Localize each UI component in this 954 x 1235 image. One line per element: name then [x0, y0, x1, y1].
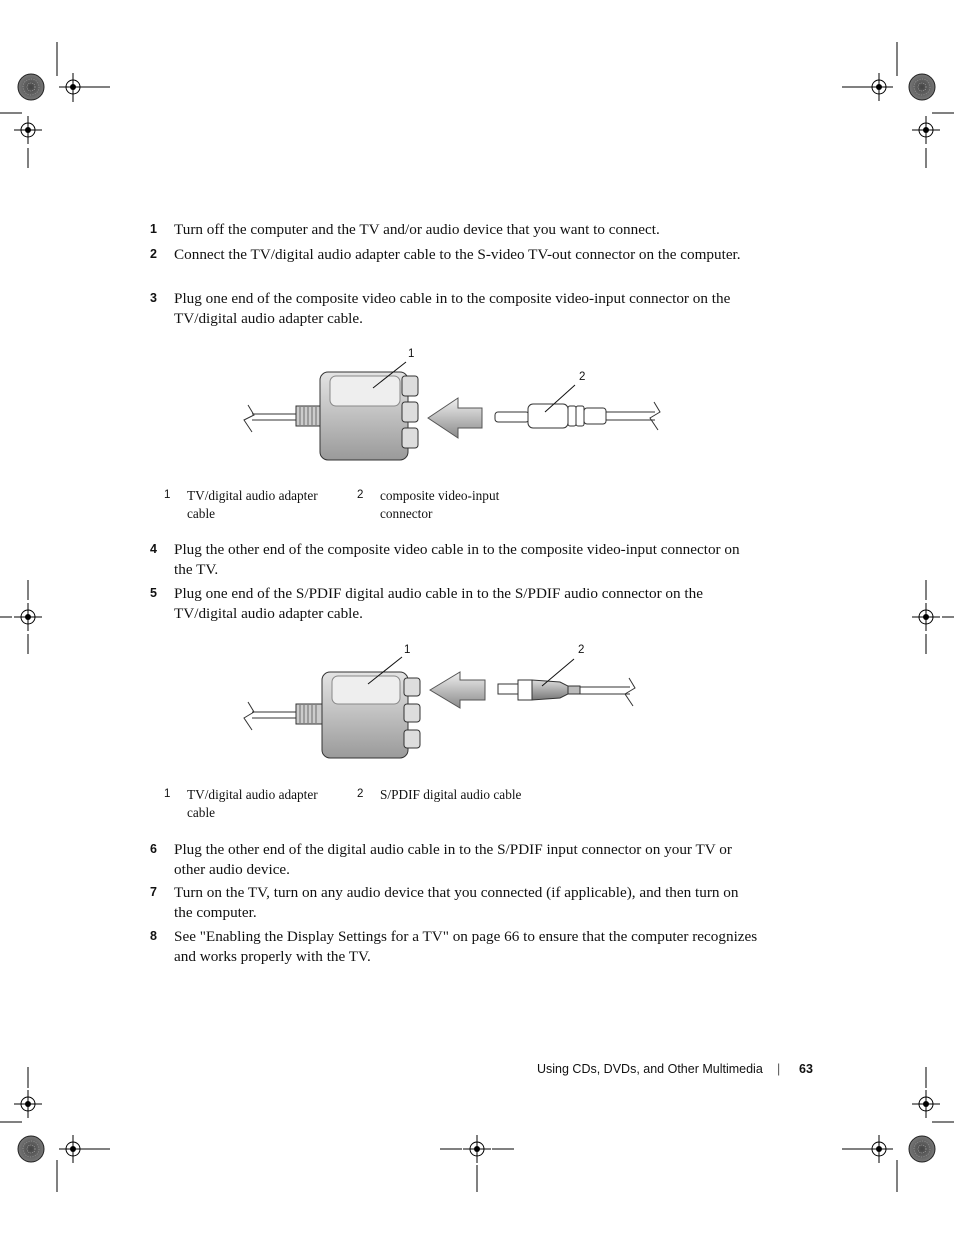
- step-number: 4: [150, 542, 157, 556]
- arrow-icon: [428, 398, 482, 438]
- adapter-cable: [244, 672, 420, 758]
- step-number: 7: [150, 885, 157, 899]
- step-7: [150, 883, 760, 922]
- legend-number: 2: [357, 489, 364, 501]
- legend-number: 2: [357, 788, 364, 800]
- arrow-icon: [430, 672, 485, 708]
- callout-2: 2: [578, 644, 585, 656]
- step-text: Plug one end of the S/PDIF digital audio cable in to the S/PDIF audio connector on the TV/digital audio adapter cable.: [174, 585, 703, 622]
- step-text: See "Enabling the Display Settings for a TV" on page 66 to ensure that the computer recognizes and works properly with the TV.: [174, 928, 758, 965]
- footer-separator: |: [777, 1062, 781, 1076]
- step-number: 2: [150, 247, 157, 261]
- composite-plug: [495, 402, 660, 430]
- step-number: 3: [150, 291, 157, 305]
- legend-text: S/PDIF digital audio cable: [380, 787, 522, 802]
- step-5: [150, 584, 760, 623]
- legend-text: composite video-input connector: [380, 488, 500, 521]
- step-8: [150, 927, 760, 966]
- footer-section-title: Using CDs, DVDs, and Other Multimedia: [537, 1062, 763, 1076]
- step-text: Turn on the TV, turn on any audio device that you connected (if applicable), and then turn on the computer.: [174, 884, 739, 921]
- step-text: Turn off the computer and the TV and/or audio device that you want to connect.: [174, 221, 660, 238]
- step-2: [150, 245, 760, 265]
- adapter-cable: [244, 372, 418, 460]
- step-4: [150, 540, 760, 579]
- step-1: [150, 220, 760, 240]
- step-number: 6: [150, 842, 157, 856]
- callout-2: 2: [579, 371, 586, 383]
- legend-number: 1: [164, 788, 171, 800]
- legend-text: TV/digital audio adapter cable: [187, 787, 318, 820]
- step-number: 5: [150, 586, 157, 600]
- callout-1: 1: [408, 348, 415, 360]
- step-number: 8: [150, 929, 157, 943]
- step-text: Plug the other end of the digital audio cable in to the S/PDIF input connector on your TV or other audio device.: [174, 841, 732, 878]
- figure-composite-video-connection: [230, 340, 680, 480]
- figure-spdif-connection: [230, 640, 680, 770]
- step-text: Plug one end of the composite video cable in to the composite video-input connector on the TV/digital audio adapter cable.: [174, 290, 731, 327]
- page-number: 63: [799, 1062, 813, 1076]
- callout-1: 1: [404, 644, 411, 656]
- step-6: [150, 840, 760, 879]
- legend-text: TV/digital audio adapter cable: [187, 488, 318, 521]
- step-text: Plug the other end of the composite video cable in to the composite video-input connector on the TV.: [174, 541, 740, 578]
- step-3: [150, 289, 760, 328]
- legend-number: 1: [164, 489, 171, 501]
- step-number: 1: [150, 222, 157, 236]
- step-text: Connect the TV/digital audio adapter cable to the S-video TV-out connector on the computer.: [174, 246, 741, 263]
- spdif-plug: [498, 678, 635, 706]
